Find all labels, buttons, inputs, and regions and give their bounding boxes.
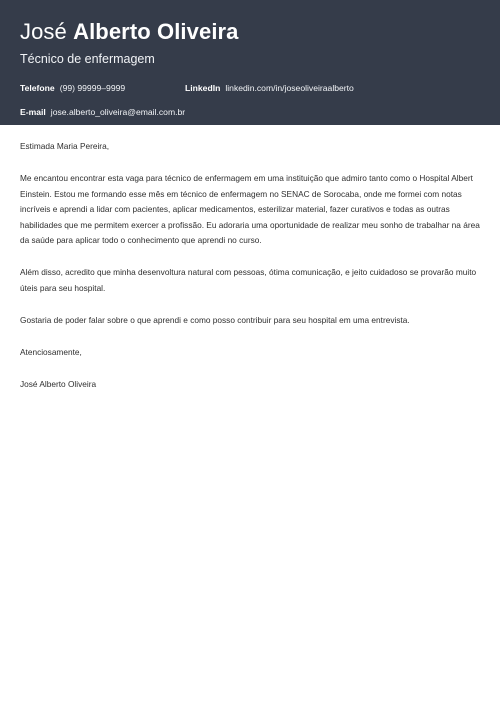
first-name: José [20, 19, 67, 44]
contact-info [20, 83, 480, 118]
letter-paragraph-2: Além disso, acredito que minha desenvoltura natural com pessoas, ótima comunicação, e jeito cuidadoso se provarão muito úteis para seu hospital. [20, 267, 477, 293]
letter-body [0, 125, 500, 392]
email-contact [20, 107, 185, 118]
job-title: Técnico de enfermagem [20, 52, 155, 66]
contact-row-1 [20, 83, 480, 94]
phone-contact [20, 83, 185, 94]
letter-paragraph-3: Gostaria de poder falar sobre o que aprendi e como posso contribuir para seu hospital em uma entrevista. [20, 314, 410, 325]
phone-label: Telefone [20, 83, 55, 93]
linkedin-contact [185, 83, 354, 94]
phone-value[interactable]: (99) 99999–9999 [59, 83, 126, 93]
linkedin-link[interactable]: linkedin.com/in/joseoliveiraalberto [225, 83, 354, 93]
letter-greeting: Estimada Maria Pereira, [20, 141, 109, 151]
email-link[interactable]: jose.alberto_oliveira@email.com.br [50, 107, 186, 117]
last-name: Alberto Oliveira [73, 19, 239, 44]
contact-row-2 [20, 107, 480, 118]
email-label: E-mail [20, 107, 46, 117]
linkedin-label: LinkedIn [185, 83, 221, 93]
letter-signature: José Alberto Oliveira [20, 378, 97, 389]
candidate-name [20, 18, 480, 46]
letter-closing: Atenciosamente, [20, 346, 82, 357]
letter-header [0, 0, 500, 125]
letter-paragraph-1: Me encantou encontrar esta vaga para técnico de enfermagem em uma instituição que admiro tanto como o Hospital Albert Einstein. Estou me formando esse mês em técnico de enfermagem no SENAC de Sorocaba, onde me formei com notas incríveis e aprendi a lidar com pacientes, aplicar medicamentos, esterilizar material, fazer curativos e todas as outras habilidades que me permitem exercer a profissão. Eu adoraria uma oportunidade de realizar meu sonho de trabalhar na área da saúde para aplicar todo o conhecimento que aprendi no curso. [20, 173, 480, 245]
